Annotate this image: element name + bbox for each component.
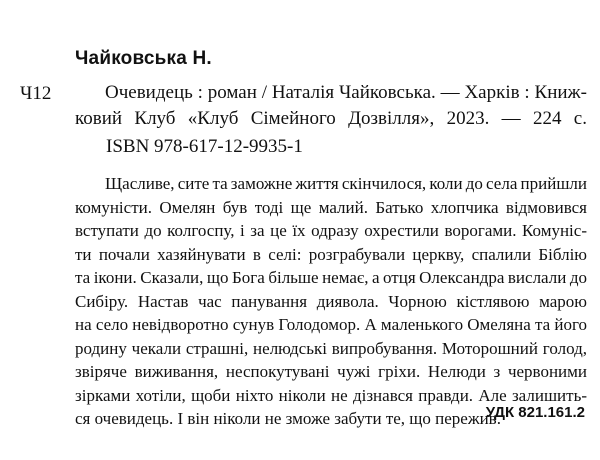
annotation-line: на село невідворотно сунув Голодомор. А маленького Омеляна та його [75, 315, 587, 334]
annotation-line: зірками хотіли, щоби ніхто ніколи не дізнався правди. Але залишить- [75, 385, 587, 405]
author-heading: Чайковська Н. [75, 48, 212, 69]
isbn: ISBN 978-617-12-9935-1 [106, 136, 303, 157]
bibliographic-line: ковий Клуб «Клуб Сімейного Дозвілля», 2023. — 224 с. [75, 108, 587, 129]
annotation-line: та ікони. Сказали, що Бога більше немає, а отця Олександра вислали до [75, 268, 587, 287]
classification-code: Ч12 [20, 83, 52, 104]
annotation [75, 172, 587, 431]
bibliographic-line: Очевидець : роман / Наталія Чайковська. — Харків : Книж- [105, 82, 587, 103]
udc-code: УДК 821.161.2 [485, 404, 585, 421]
annotation-line: Сибіру. Настав час панування диявола. Чорною кістлявою марою [75, 291, 587, 311]
annotation-line: ти почали хазяйнувати в селі: розграбували церкву, спалили Біблію [75, 244, 587, 264]
annotation-line: вступати до колгоспу, і за це їх одразу охрестили ворогами. Комуніс- [75, 221, 587, 240]
bibliographic-description [75, 80, 587, 132]
annotation-line: Щасливе, сите та заможне життя скінчилося, коли до села прийшли [105, 174, 587, 193]
annotation-line: комуністи. Омелян був тоді ще малий. Батько хлопчика відмовився [75, 197, 587, 217]
annotation-line: звіряче виживання, неспокутувані чужі гріхи. Нелюди з червоними [75, 362, 587, 381]
annotation-line: ся очевидець. І він ніколи не зможе забути те, що пережив. [75, 409, 501, 428]
annotation-line: родину чекали страшні, нелюдські випробування. Моторошний голод, [75, 338, 587, 358]
